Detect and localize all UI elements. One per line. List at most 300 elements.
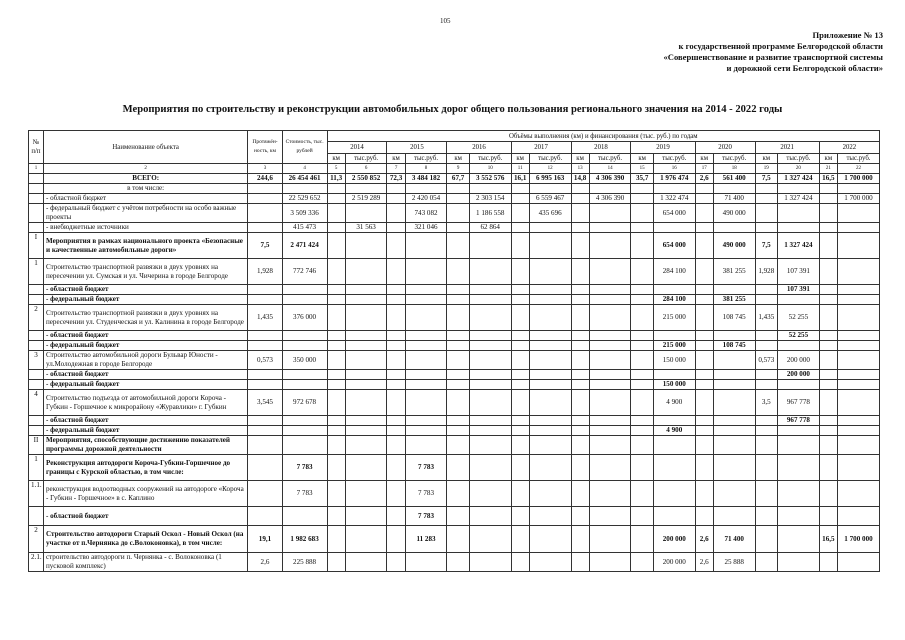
cell-rub bbox=[653, 184, 695, 194]
cell-km bbox=[819, 416, 837, 426]
cell-km: 67,7 bbox=[447, 174, 469, 184]
cell-km bbox=[631, 233, 653, 259]
cell-rub bbox=[405, 295, 447, 305]
cell-rub bbox=[405, 184, 447, 194]
cell-rub: 107 391 bbox=[778, 285, 820, 295]
table-row bbox=[29, 436, 880, 455]
table-row bbox=[29, 553, 880, 572]
cell-km bbox=[571, 553, 589, 572]
cell-rub: 967 778 bbox=[778, 416, 820, 426]
column-number: 19 bbox=[755, 164, 777, 174]
cell-km bbox=[511, 233, 529, 259]
cell-km bbox=[447, 416, 469, 426]
cell-rub bbox=[589, 305, 631, 331]
cell-km bbox=[447, 259, 469, 285]
row-name: Мероприятия, способствующие достижению показателей программы дорожной деятельности bbox=[43, 436, 247, 455]
cell-km bbox=[511, 526, 529, 553]
roads-table bbox=[28, 130, 880, 572]
table-row bbox=[29, 416, 880, 426]
cell-rub: 31 563 bbox=[345, 223, 387, 233]
cell-rub bbox=[469, 341, 511, 351]
cell-rub bbox=[589, 204, 631, 223]
column-number: 6 bbox=[345, 164, 387, 174]
column-number: 22 bbox=[837, 164, 879, 174]
row-cost: 350 000 bbox=[282, 351, 327, 370]
cell-km bbox=[819, 194, 837, 204]
cell-rub bbox=[837, 380, 879, 390]
row-length bbox=[248, 416, 282, 426]
cell-rub: 284 100 bbox=[653, 259, 695, 285]
cell-rub bbox=[345, 233, 387, 259]
row-name: - областной бюджет bbox=[43, 331, 247, 341]
cell-km bbox=[447, 204, 469, 223]
cell-rub bbox=[529, 233, 571, 259]
row-number bbox=[29, 223, 44, 233]
cell-km bbox=[819, 233, 837, 259]
cell-rub bbox=[778, 204, 820, 223]
cell-km bbox=[571, 305, 589, 331]
cell-km: 16,5 bbox=[819, 526, 837, 553]
cell-rub bbox=[589, 436, 631, 455]
cell-km bbox=[327, 481, 345, 507]
table-row bbox=[29, 526, 880, 553]
cell-rub bbox=[469, 553, 511, 572]
cell-rub bbox=[837, 305, 879, 331]
table-row bbox=[29, 259, 880, 285]
row-name: - областной бюджет bbox=[43, 194, 247, 204]
cell-rub bbox=[837, 259, 879, 285]
cell-rub bbox=[589, 481, 631, 507]
cell-rub bbox=[529, 341, 571, 351]
cell-km bbox=[387, 305, 405, 331]
header-unit-rub: тыс.руб. bbox=[713, 154, 755, 164]
cell-km bbox=[819, 380, 837, 390]
cell-km bbox=[327, 331, 345, 341]
cell-rub bbox=[529, 436, 571, 455]
row-name: - федеральный бюджет bbox=[43, 341, 247, 351]
cell-rub bbox=[589, 341, 631, 351]
cell-rub bbox=[345, 351, 387, 370]
table-row bbox=[29, 233, 880, 259]
cell-km bbox=[447, 305, 469, 331]
cell-rub: 62 864 bbox=[469, 223, 511, 233]
cell-rub bbox=[345, 259, 387, 285]
cell-km bbox=[447, 184, 469, 194]
cell-rub: 2 550 852 bbox=[345, 174, 387, 184]
cell-rub bbox=[713, 223, 755, 233]
appendix-header bbox=[663, 30, 883, 74]
cell-rub: 2 303 154 bbox=[469, 194, 511, 204]
cell-rub bbox=[837, 204, 879, 223]
row-number bbox=[29, 194, 44, 204]
header-year: 2019 bbox=[631, 142, 695, 154]
cell-rub bbox=[778, 341, 820, 351]
table-row bbox=[29, 204, 880, 223]
cell-km bbox=[631, 331, 653, 341]
cell-rub bbox=[778, 507, 820, 526]
cell-km bbox=[447, 526, 469, 553]
cell-km bbox=[387, 507, 405, 526]
cell-rub: 381 255 bbox=[713, 259, 755, 285]
row-cost: 376 000 bbox=[282, 305, 327, 331]
cell-rub bbox=[345, 370, 387, 380]
cell-rub bbox=[837, 285, 879, 295]
cell-km bbox=[447, 370, 469, 380]
cell-km bbox=[447, 455, 469, 481]
cell-km bbox=[327, 436, 345, 455]
cell-rub bbox=[653, 436, 695, 455]
document-title: Мероприятия по строительству и реконструкции автомобильных дорог общего пользования регионального значения на 2014 - 2022 годы bbox=[122, 104, 783, 115]
cell-km bbox=[571, 390, 589, 416]
table-row bbox=[29, 390, 880, 416]
cell-km bbox=[387, 455, 405, 481]
cell-rub bbox=[778, 455, 820, 481]
cell-rub bbox=[469, 507, 511, 526]
row-length bbox=[248, 285, 282, 295]
cell-rub bbox=[345, 380, 387, 390]
row-name: - областной бюджет bbox=[43, 507, 247, 526]
cell-km bbox=[511, 305, 529, 331]
cell-rub bbox=[589, 455, 631, 481]
row-length: 244,6 bbox=[248, 174, 282, 184]
cell-km bbox=[327, 507, 345, 526]
cell-rub bbox=[837, 351, 879, 370]
cell-km bbox=[631, 416, 653, 426]
cell-rub bbox=[469, 426, 511, 436]
cell-rub bbox=[653, 223, 695, 233]
cell-rub bbox=[778, 380, 820, 390]
cell-rub bbox=[469, 351, 511, 370]
cell-km bbox=[511, 426, 529, 436]
cell-rub bbox=[713, 370, 755, 380]
row-cost bbox=[282, 331, 327, 341]
cell-km bbox=[327, 204, 345, 223]
cell-km bbox=[819, 436, 837, 455]
cell-km bbox=[447, 285, 469, 295]
header-unit-rub: тыс.руб. bbox=[405, 154, 447, 164]
cell-km bbox=[387, 331, 405, 341]
cell-rub: 200 000 bbox=[778, 351, 820, 370]
cell-rub bbox=[469, 331, 511, 341]
row-cost: 415 473 bbox=[282, 223, 327, 233]
cell-km bbox=[631, 553, 653, 572]
row-cost: 225 888 bbox=[282, 553, 327, 572]
cell-km bbox=[327, 426, 345, 436]
table-row bbox=[29, 305, 880, 331]
cell-km bbox=[571, 233, 589, 259]
cell-rub: 200 000 bbox=[653, 526, 695, 553]
row-number bbox=[29, 204, 44, 223]
cell-km bbox=[511, 194, 529, 204]
cell-km: 11,3 bbox=[327, 174, 345, 184]
row-name: строительство автодороги п. Чернянка - с. Волоконовка (1 пусковой комплекс) bbox=[43, 553, 247, 572]
cell-km bbox=[631, 455, 653, 481]
header-unit-rub: тыс.руб. bbox=[529, 154, 571, 164]
cell-rub bbox=[529, 305, 571, 331]
cell-rub bbox=[589, 370, 631, 380]
cell-rub bbox=[469, 295, 511, 305]
cell-rub bbox=[713, 455, 755, 481]
table-row bbox=[29, 455, 880, 481]
row-name: Строительство транспортной развязки в двух уровнях на пересечении ул. Студенческая и ул. Калинина в городе Белгороде bbox=[43, 305, 247, 331]
cell-km bbox=[695, 351, 713, 370]
cell-km: 2,6 bbox=[695, 526, 713, 553]
header-no: № п/п bbox=[29, 131, 44, 164]
column-number: 17 bbox=[695, 164, 713, 174]
cell-km bbox=[631, 184, 653, 194]
row-number: I bbox=[29, 233, 44, 259]
cell-rub: 108 745 bbox=[713, 305, 755, 331]
cell-km bbox=[631, 194, 653, 204]
cell-km bbox=[327, 380, 345, 390]
cell-km: 2,6 bbox=[695, 174, 713, 184]
cell-rub bbox=[529, 553, 571, 572]
cell-rub bbox=[345, 481, 387, 507]
header-unit-km: км bbox=[387, 154, 405, 164]
row-cost: 2 471 424 bbox=[282, 233, 327, 259]
cell-rub bbox=[589, 331, 631, 341]
row-number bbox=[29, 341, 44, 351]
row-length bbox=[248, 341, 282, 351]
cell-km: 16,5 bbox=[819, 174, 837, 184]
cell-km bbox=[755, 481, 777, 507]
column-number: 13 bbox=[571, 164, 589, 174]
cell-rub bbox=[405, 416, 447, 426]
cell-rub: 215 000 bbox=[653, 305, 695, 331]
row-cost bbox=[282, 370, 327, 380]
cell-km bbox=[511, 351, 529, 370]
cell-km bbox=[695, 436, 713, 455]
cell-km bbox=[571, 380, 589, 390]
row-length: 19,1 bbox=[248, 526, 282, 553]
cell-km bbox=[695, 285, 713, 295]
cell-km bbox=[387, 351, 405, 370]
cell-rub: 435 696 bbox=[529, 204, 571, 223]
cell-km bbox=[819, 295, 837, 305]
cell-km bbox=[819, 370, 837, 380]
cell-rub: 4 900 bbox=[653, 426, 695, 436]
cell-rub bbox=[589, 295, 631, 305]
cell-km bbox=[387, 526, 405, 553]
cell-km bbox=[755, 426, 777, 436]
cell-rub bbox=[529, 390, 571, 416]
cell-km bbox=[631, 351, 653, 370]
column-number: 16 bbox=[653, 164, 695, 174]
cell-km: 3,5 bbox=[755, 390, 777, 416]
row-name: Строительство автодороги Старый Оскол - Новый Оскол (на участке от п.Чернянка до с.Волоконовка), в том числе: bbox=[43, 526, 247, 553]
row-number: 1.1. bbox=[29, 481, 44, 507]
cell-rub bbox=[837, 390, 879, 416]
cell-rub: 490 000 bbox=[713, 233, 755, 259]
cell-rub bbox=[589, 223, 631, 233]
column-number: 21 bbox=[819, 164, 837, 174]
cell-rub bbox=[405, 259, 447, 285]
cell-km bbox=[819, 341, 837, 351]
cell-km bbox=[695, 331, 713, 341]
cell-km bbox=[695, 233, 713, 259]
cell-km bbox=[387, 233, 405, 259]
cell-km bbox=[327, 285, 345, 295]
row-number: 1 bbox=[29, 259, 44, 285]
cell-rub bbox=[345, 553, 387, 572]
cell-km bbox=[511, 204, 529, 223]
cell-rub bbox=[653, 370, 695, 380]
row-cost bbox=[282, 380, 327, 390]
cell-km bbox=[695, 455, 713, 481]
row-number: 3 bbox=[29, 351, 44, 370]
cell-km bbox=[631, 370, 653, 380]
header-unit-km: км bbox=[695, 154, 713, 164]
cell-km bbox=[387, 553, 405, 572]
row-name: - областной бюджет bbox=[43, 416, 247, 426]
column-number: 8 bbox=[405, 164, 447, 174]
appendix-line-4: и дорожной сети Белгородской области» bbox=[726, 63, 883, 73]
cell-rub bbox=[589, 416, 631, 426]
cell-km bbox=[511, 370, 529, 380]
cell-rub bbox=[713, 426, 755, 436]
row-name: - федеральный бюджет bbox=[43, 426, 247, 436]
cell-rub bbox=[405, 233, 447, 259]
row-number bbox=[29, 184, 44, 194]
cell-rub bbox=[778, 481, 820, 507]
row-cost: 7 783 bbox=[282, 455, 327, 481]
cell-rub: 7 783 bbox=[405, 481, 447, 507]
cell-rub bbox=[405, 553, 447, 572]
cell-km bbox=[695, 295, 713, 305]
cell-rub bbox=[713, 507, 755, 526]
cell-km bbox=[447, 553, 469, 572]
cell-km bbox=[511, 481, 529, 507]
cell-km bbox=[571, 455, 589, 481]
cell-rub: 2 420 054 bbox=[405, 194, 447, 204]
row-cost bbox=[282, 184, 327, 194]
row-name: Мероприятия в рамках национального проекта «Безопасные и качественные автомобильные дороги» bbox=[43, 233, 247, 259]
row-name: - федеральный бюджет bbox=[43, 380, 247, 390]
row-number: II bbox=[29, 436, 44, 455]
cell-km bbox=[387, 380, 405, 390]
cell-km bbox=[447, 223, 469, 233]
cell-rub bbox=[405, 331, 447, 341]
row-name: - областной бюджет bbox=[43, 370, 247, 380]
header-year: 2021 bbox=[755, 142, 819, 154]
cell-km: 16,1 bbox=[511, 174, 529, 184]
cell-km bbox=[511, 223, 529, 233]
cell-km bbox=[447, 351, 469, 370]
cell-rub: 1 186 558 bbox=[469, 204, 511, 223]
cell-km bbox=[695, 194, 713, 204]
cell-km bbox=[755, 507, 777, 526]
cell-km bbox=[571, 526, 589, 553]
cell-km bbox=[631, 507, 653, 526]
cell-rub: 200 000 bbox=[778, 370, 820, 380]
column-number: 7 bbox=[387, 164, 405, 174]
cell-rub bbox=[713, 380, 755, 390]
row-number: 4 bbox=[29, 390, 44, 416]
cell-rub: 4 306 390 bbox=[589, 194, 631, 204]
column-number: 2 bbox=[43, 164, 247, 174]
cell-rub bbox=[345, 455, 387, 481]
cell-km: 72,3 bbox=[387, 174, 405, 184]
row-cost bbox=[282, 507, 327, 526]
header-year: 2014 bbox=[327, 142, 387, 154]
cell-km bbox=[819, 305, 837, 331]
table-row bbox=[29, 184, 880, 194]
cell-km bbox=[695, 341, 713, 351]
cell-km bbox=[755, 436, 777, 455]
cell-rub bbox=[529, 426, 571, 436]
cell-km bbox=[511, 436, 529, 455]
cell-rub bbox=[837, 436, 879, 455]
cell-rub bbox=[529, 370, 571, 380]
header-unit-km: км bbox=[571, 154, 589, 164]
cell-km bbox=[695, 184, 713, 194]
cell-km bbox=[695, 416, 713, 426]
cell-rub bbox=[405, 370, 447, 380]
cell-rub bbox=[713, 184, 755, 194]
cell-km bbox=[695, 390, 713, 416]
cell-rub bbox=[589, 233, 631, 259]
cell-rub: 1 700 000 bbox=[837, 194, 879, 204]
cell-km bbox=[511, 553, 529, 572]
row-length bbox=[248, 204, 282, 223]
cell-rub bbox=[778, 295, 820, 305]
cell-km bbox=[819, 390, 837, 416]
row-length: 2,6 bbox=[248, 553, 282, 572]
table-row bbox=[29, 341, 880, 351]
cell-rub: 1 700 000 bbox=[837, 526, 879, 553]
cell-rub bbox=[653, 507, 695, 526]
cell-rub: 215 000 bbox=[653, 341, 695, 351]
cell-rub: 52 255 bbox=[778, 305, 820, 331]
cell-rub bbox=[405, 436, 447, 455]
cell-rub bbox=[837, 233, 879, 259]
cell-rub bbox=[837, 223, 879, 233]
cell-rub: 25 888 bbox=[713, 553, 755, 572]
cell-rub bbox=[345, 305, 387, 331]
cell-km bbox=[447, 194, 469, 204]
cell-rub bbox=[837, 481, 879, 507]
row-length: 1,928 bbox=[248, 259, 282, 285]
header-year: 2018 bbox=[571, 142, 631, 154]
row-cost: 972 678 bbox=[282, 390, 327, 416]
row-number bbox=[29, 380, 44, 390]
cell-rub bbox=[405, 390, 447, 416]
cell-km bbox=[755, 331, 777, 341]
cell-km bbox=[631, 223, 653, 233]
cell-rub: 7 783 bbox=[405, 455, 447, 481]
cell-km bbox=[387, 194, 405, 204]
cell-km bbox=[327, 455, 345, 481]
cell-rub bbox=[469, 526, 511, 553]
cell-km: 35,7 bbox=[631, 174, 653, 184]
table-row bbox=[29, 331, 880, 341]
cell-km bbox=[327, 233, 345, 259]
row-name: - федеральный бюджет bbox=[43, 295, 247, 305]
cell-km bbox=[387, 436, 405, 455]
row-cost bbox=[282, 416, 327, 426]
cell-km bbox=[327, 259, 345, 285]
row-cost bbox=[282, 285, 327, 295]
cell-km: 7,5 bbox=[755, 233, 777, 259]
cell-km bbox=[819, 184, 837, 194]
cell-rub bbox=[345, 416, 387, 426]
cell-km bbox=[819, 204, 837, 223]
cell-km bbox=[511, 455, 529, 481]
cell-km bbox=[695, 259, 713, 285]
cell-rub bbox=[529, 507, 571, 526]
cell-km bbox=[327, 526, 345, 553]
cell-km bbox=[571, 295, 589, 305]
